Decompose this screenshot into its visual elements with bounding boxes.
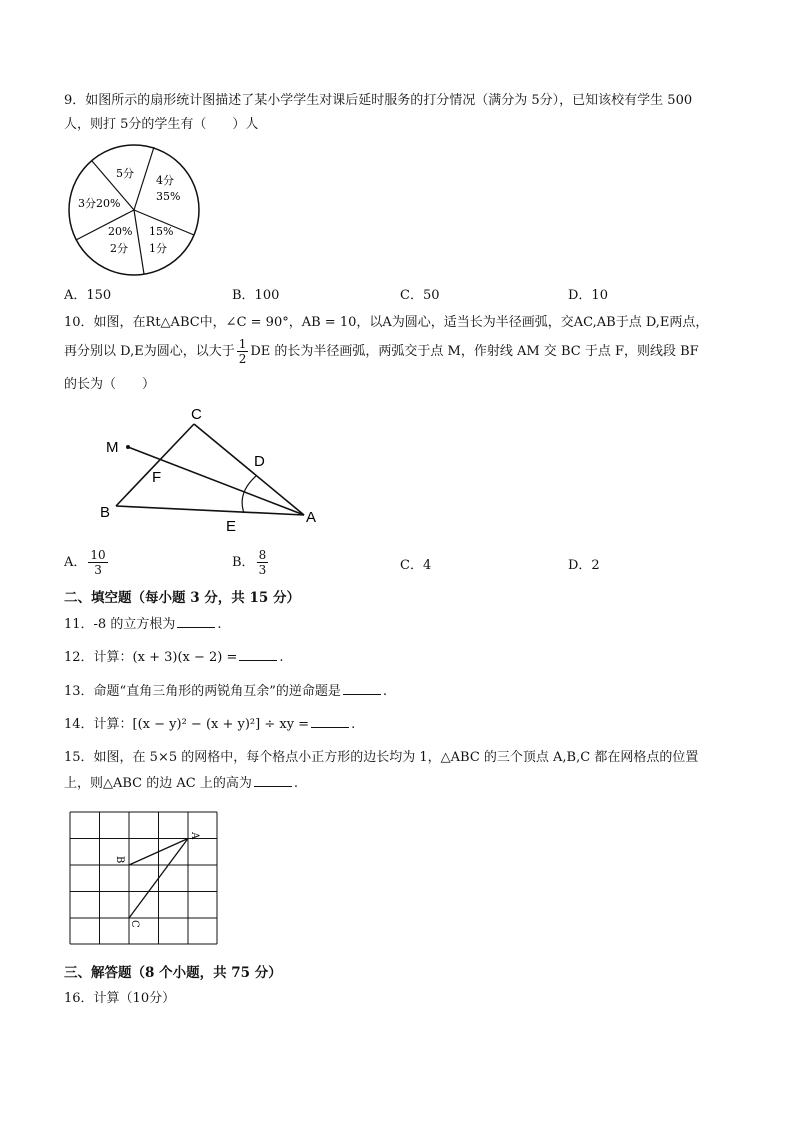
q11-text: 11．-8 的立方根为 . [64,617,222,632]
pie-label-20: 20% [108,225,133,238]
pie-label-5: 5分 [116,167,134,180]
q10-fraction: $\frac{1}{2}$ [238,337,247,366]
label-e: E [226,518,237,535]
pie-label-4: 4分 [156,174,174,187]
q10-text-line3: 的长为（ ） [64,377,156,392]
label-b: B [100,504,111,521]
answer-blank [254,774,292,787]
q14-text: 14．计算：[(x − y)² − (x + y)²] ÷ xy = . [64,717,356,732]
q9-option-b: B．100 [232,288,280,303]
grid-label-c: C [129,920,140,928]
section-3-heading: 三、解答题（8 个小题，共 75 分） [64,965,282,981]
pie-label-1: 1分 [149,242,167,255]
q10-option-a: A． $\frac{10}{3}$ [64,548,106,577]
pie-chart-figure [64,140,204,280]
q9-option-c: C．50 [400,288,440,303]
q9-option-d: D．10 [568,288,608,303]
q9-text-line2: 人，则打 5分的学生有（ ）人 [64,117,259,132]
q10-option-b: B． $\frac{8}{3}$ [232,548,267,577]
answer-blank [177,615,215,628]
grid-label-b: B [114,856,125,864]
answer-blank [343,682,381,695]
label-f: F [152,469,162,486]
q9-text-line1: 9．如图所示的扇形统计图描述了某小学学生对课后延时服务的打分情况（满分为 5分），已知该校有学生 500 [64,93,693,108]
q10-text-line2: 再分别以 D,E为圆心，以大于 $\frac{1}{2}$ DE 的长为半径画弧，两弧交于点 M，作射线 AM 交 BC 于点 F，则线段 BF [64,337,699,366]
q12-text: 12．计算：(x + 3)(x − 2) = . [64,650,284,665]
q10-option-c: C．4 [400,558,432,573]
label-a: A [306,509,317,526]
answer-blank [239,648,277,661]
pie-label-3: 3分20% [78,197,121,210]
q10-option-d: D．2 [568,558,600,573]
triangle-figure [96,402,326,536]
pie-label-35: 35% [156,190,181,203]
pie-label-2: 2分 [110,242,128,255]
q13-text: 13．命题“直角三角形的两锐角互余”的逆命题是 . [64,684,387,699]
label-d: D [254,453,265,470]
grid-figure [68,810,220,948]
q15-text-line1: 15．如图，在 5×5 的网格中，每个格点小正方形的边长均为 1，△ABC 的三个顶点 A,B,C 都在网格点的位置 [64,750,699,765]
answer-blank [311,715,349,728]
section-2-heading: 二、填空题（每小题 3 分，共 15 分） [64,590,300,606]
q16-text: 16．计算（10分） [64,991,176,1006]
grid-label-a: A [189,832,200,840]
pie-label-15: 15% [149,225,174,238]
label-c: C [191,406,202,423]
label-m: M [106,439,119,456]
q9-option-a: A．150 [64,288,112,303]
q15-text-line2: 上，则△ABC 的边 AC 上的高为 . [64,776,298,791]
q10-text-line1: 10．如图，在Rt△ABC中，∠C = 90°，AB = 10，以A为圆心，适当长为半径画弧，交AC,AB于点 D,E两点， [64,315,709,330]
